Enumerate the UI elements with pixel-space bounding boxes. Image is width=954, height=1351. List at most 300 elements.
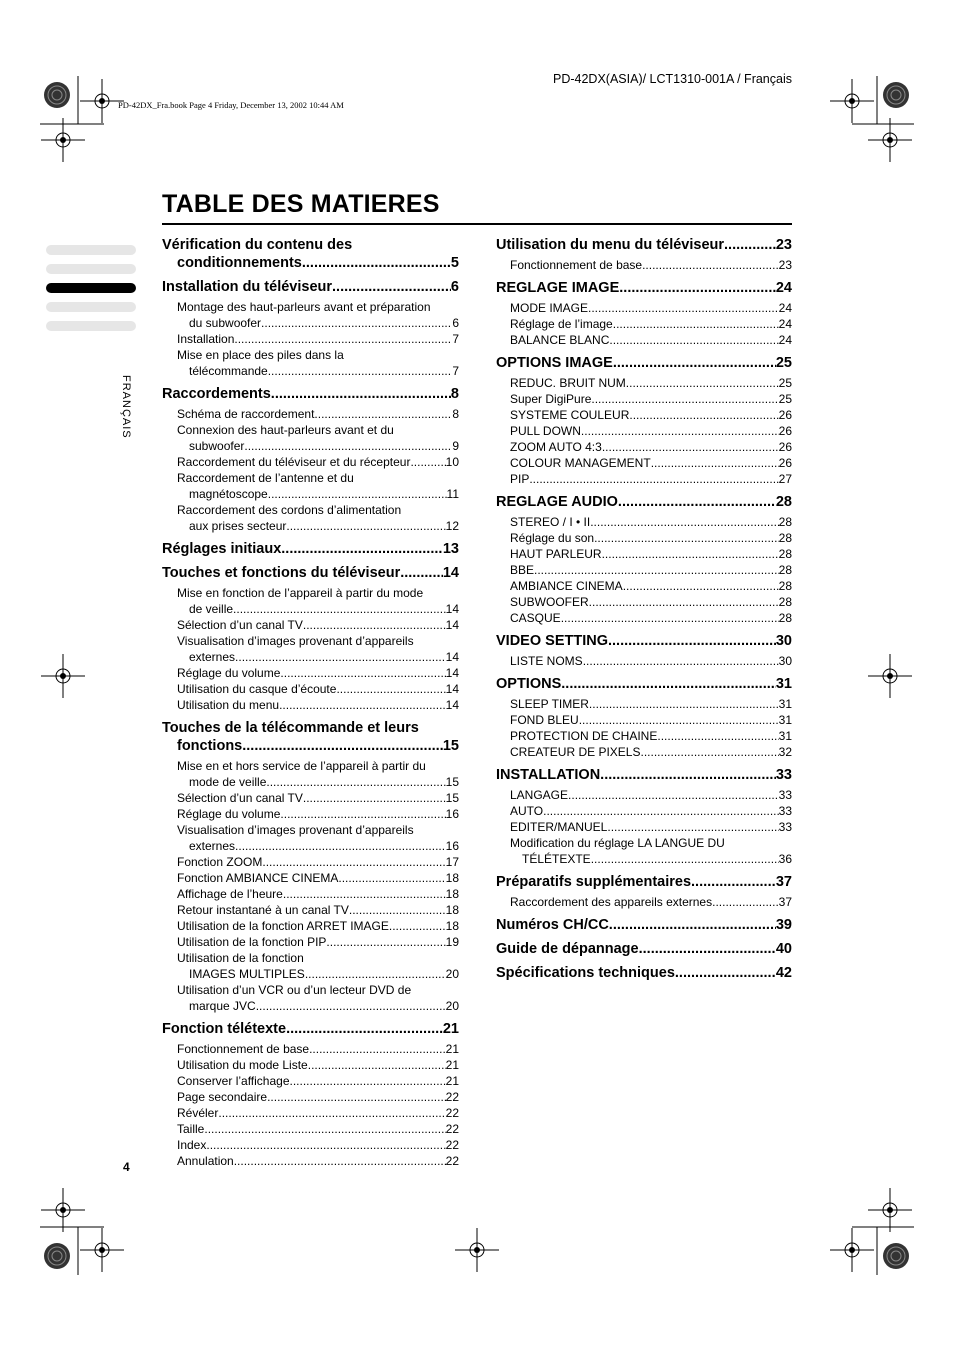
leader-dots — [244, 438, 452, 454]
toc-line — [510, 423, 792, 439]
toc-page-number: 5 — [450, 255, 459, 271]
toc-page-number: 18 — [445, 903, 459, 917]
toc-subsection — [496, 546, 792, 562]
toc-line — [510, 546, 792, 562]
toc-entry-title: Montage des haut-parleurs avant et préparation — [177, 300, 431, 314]
toc-entry-title: télécommande — [189, 364, 268, 378]
leader-dots — [583, 653, 779, 669]
leader-dots — [233, 601, 446, 617]
toc-entry-title: Visualisation d’images provenant d’appareils — [177, 634, 414, 648]
toc-line — [177, 299, 459, 315]
toc-entry-title: Numéros CH/CC — [496, 917, 609, 933]
leader-dots — [303, 617, 446, 633]
toc-line — [177, 486, 459, 502]
toc-line — [177, 470, 459, 486]
leader-dots — [336, 681, 445, 697]
toc-section — [162, 564, 459, 582]
leader-dots — [629, 375, 779, 391]
toc-page-number: 22 — [445, 1090, 459, 1104]
toc-entry-title: Conserver l’affichage — [177, 1074, 290, 1088]
toc-page-number: 16 — [445, 807, 459, 821]
leader-dots — [389, 918, 446, 934]
toc-page-number: 31 — [775, 676, 792, 692]
toc-page-number: 22 — [445, 1154, 459, 1168]
toc-entry-title: BBE — [510, 563, 535, 577]
toc-line — [177, 1041, 459, 1057]
toc-subsection — [496, 835, 792, 867]
toc-line — [510, 803, 792, 819]
leader-dots — [543, 803, 779, 819]
toc-subsection — [162, 331, 459, 347]
toc-page-number: 10 — [445, 455, 459, 469]
side-tab-1 — [46, 245, 136, 255]
leader-dots — [218, 1105, 445, 1121]
toc-page-number: 25 — [775, 355, 792, 371]
toc-page-number: 33 — [778, 820, 792, 834]
toc-subsection — [162, 697, 459, 713]
toc-page-number: 24 — [778, 333, 792, 347]
toc-page-number: 13 — [442, 541, 459, 557]
leader-dots — [271, 385, 451, 403]
toc-page-number: 22 — [445, 1122, 459, 1136]
toc-entry-title: INSTALLATION — [496, 767, 601, 783]
toc-page-number: 24 — [778, 317, 792, 331]
toc-line — [496, 279, 792, 297]
toc-line — [510, 407, 792, 423]
toc-entry-title: LANGAGE — [510, 788, 569, 802]
toc-page-number: 26 — [778, 456, 792, 470]
toc-page-number: 6 — [450, 279, 459, 295]
toc-entry-title: Raccordements — [162, 386, 271, 402]
toc-line — [177, 998, 459, 1014]
toc-entry-title: Connexion des haut-parleurs avant et du — [177, 423, 394, 437]
leader-dots — [590, 514, 778, 530]
toc-line — [177, 502, 459, 518]
leader-dots — [581, 423, 779, 439]
toc-entry-title: Utilisation du menu — [177, 698, 280, 712]
toc-page-number: 19 — [445, 935, 459, 949]
toc-line — [162, 278, 459, 296]
toc-subsection — [496, 696, 792, 712]
toc-subsection — [496, 562, 792, 578]
toc-line — [177, 1105, 459, 1121]
toc-line — [162, 1020, 459, 1038]
toc-line — [177, 315, 459, 331]
toc-subsection — [496, 471, 792, 487]
leader-dots — [280, 806, 445, 822]
toc-line — [177, 665, 459, 681]
toc-entry-title: Fonction télétexte — [162, 1021, 287, 1037]
toc-line — [177, 982, 459, 998]
leader-dots — [256, 998, 446, 1014]
toc-entry-title: AMBIANCE CINEMA — [510, 579, 623, 593]
toc-section — [496, 493, 792, 511]
language-label: FRANÇAIS — [120, 375, 132, 439]
toc-page-number: 21 — [442, 1021, 459, 1037]
toc-entry-title: Utilisation de la fonction PIP — [177, 935, 327, 949]
leader-dots — [400, 564, 443, 582]
leader-dots — [280, 665, 445, 681]
toc-line — [177, 758, 459, 774]
toc-line — [177, 438, 459, 454]
toc-page-number: 31 — [778, 729, 792, 743]
toc-subsection — [496, 787, 792, 803]
toc-page-number: 22 — [445, 1138, 459, 1152]
toc-line — [177, 870, 459, 886]
toc-entry-title: Schéma de raccordement — [177, 407, 315, 421]
toc-subsection — [496, 514, 792, 530]
toc-section — [496, 964, 792, 982]
leader-dots — [261, 315, 452, 331]
toc-line — [510, 375, 792, 391]
leader-dots — [691, 873, 776, 891]
toc-entry-title: OPTIONS — [496, 676, 562, 692]
leader-dots — [332, 278, 451, 296]
side-tab-2 — [46, 264, 136, 274]
toc-entry-title: FOND BLEU — [510, 713, 579, 727]
toc-page-number: 14 — [442, 565, 459, 581]
toc-line — [496, 940, 792, 958]
toc-subsection — [162, 454, 459, 470]
toc-page-number: 12 — [445, 519, 459, 533]
toc-page-number: 14 — [445, 698, 459, 712]
leader-dots — [657, 728, 778, 744]
toc-page-number: 18 — [445, 887, 459, 901]
toc-entry-title: Réglage du son — [510, 531, 595, 545]
book-file-line: PD-42DX_Fra.book Page 4 Friday, December 13, 2002 10:44 AM — [118, 100, 344, 110]
toc-line — [510, 530, 792, 546]
toc-entry-title: REGLAGE IMAGE — [496, 280, 620, 296]
toc-entry-title: Réglage du volume — [177, 666, 281, 680]
toc-subsection — [496, 578, 792, 594]
leader-dots — [588, 300, 779, 316]
toc-entry-title: Retour instantané à un canal TV — [177, 903, 349, 917]
toc-section — [162, 719, 459, 755]
toc-entry-title: magnétoscope — [189, 487, 268, 501]
toc-subsection — [162, 681, 459, 697]
leader-dots — [651, 455, 779, 471]
toc-subsection — [162, 1121, 459, 1137]
toc-line — [510, 653, 792, 669]
toc-line — [177, 918, 459, 934]
leader-dots — [279, 697, 446, 713]
toc-subsection — [496, 653, 792, 669]
toc-line — [162, 540, 459, 558]
leader-dots — [607, 819, 778, 835]
toc-page-number: 37 — [775, 874, 792, 890]
leader-dots — [529, 471, 778, 487]
toc-subsection — [496, 439, 792, 455]
toc-section — [496, 632, 792, 650]
toc-entry-title: Super DigiPure — [510, 392, 592, 406]
toc-line — [177, 518, 459, 534]
toc-line — [177, 950, 459, 966]
toc-entry-title: Taille — [177, 1122, 205, 1136]
toc-page-number: 30 — [778, 654, 792, 668]
leader-dots — [613, 354, 776, 372]
toc-section — [162, 278, 459, 296]
toc-page-number: 8 — [452, 407, 459, 421]
toc-page-number: 20 — [445, 999, 459, 1013]
toc-subsection — [162, 470, 459, 502]
toc-page-number: 27 — [778, 472, 792, 486]
leader-dots — [594, 530, 779, 546]
leader-dots — [290, 1073, 446, 1089]
toc-page-number: 28 — [778, 595, 792, 609]
leader-dots — [303, 790, 446, 806]
leader-dots — [308, 1057, 446, 1073]
toc-line — [177, 1153, 459, 1169]
toc-line — [177, 886, 459, 902]
toc-line — [510, 471, 792, 487]
toc-subsection — [162, 1105, 459, 1121]
toc-subsection — [162, 299, 459, 331]
toc-line — [510, 257, 792, 273]
toc-subsection — [162, 665, 459, 681]
toc-subsection — [496, 594, 792, 610]
toc-entry-title: Fonction ZOOM — [177, 855, 263, 869]
toc-page-number: 28 — [778, 531, 792, 545]
toc-subsection — [496, 894, 792, 910]
toc-section — [162, 385, 459, 403]
toc-entry-title: Index — [177, 1138, 207, 1152]
leader-dots — [266, 774, 445, 790]
toc-line — [162, 236, 459, 254]
toc-line — [177, 934, 459, 950]
toc-subsection — [162, 950, 459, 982]
toc-page-number: 14 — [445, 618, 459, 632]
toc-entry-title: CASQUE — [510, 611, 561, 625]
toc-section — [496, 766, 792, 784]
toc-page-number: 18 — [445, 871, 459, 885]
toc-entry-title: VIDEO SETTING — [496, 633, 608, 649]
leader-dots — [608, 632, 776, 650]
toc-page-number: 23 — [778, 258, 792, 272]
leader-dots — [338, 870, 445, 886]
toc-page-number: 18 — [445, 919, 459, 933]
toc-subsection — [162, 406, 459, 422]
toc-subsection — [162, 822, 459, 854]
leader-dots — [235, 838, 446, 854]
toc-page-number: 28 — [778, 515, 792, 529]
toc-line — [496, 493, 792, 511]
toc-line — [177, 966, 459, 982]
toc-subsection — [162, 617, 459, 633]
toc-line — [177, 838, 459, 854]
toc-subsection — [496, 391, 792, 407]
toc-entry-title: conditionnements — [177, 255, 302, 271]
leader-dots — [591, 851, 779, 867]
leader-dots — [724, 236, 776, 254]
leader-dots — [602, 439, 779, 455]
toc-page-number: 25 — [778, 392, 792, 406]
toc-entry-title: Touches et fonctions du téléviseur — [162, 565, 401, 581]
toc-page-number: 42 — [775, 965, 792, 981]
toc-subsection — [496, 455, 792, 471]
toc-entry-title: externes — [189, 650, 236, 664]
toc-line — [177, 649, 459, 665]
leader-dots — [640, 744, 778, 760]
toc-subsection — [162, 806, 459, 822]
toc-page-number: 28 — [778, 611, 792, 625]
toc-line — [510, 391, 792, 407]
toc-entry-title: Utilisation de la fonction — [177, 951, 304, 965]
toc-column-left — [162, 236, 459, 1169]
toc-entry-title: Réglage de l’image — [510, 317, 613, 331]
toc-line — [177, 454, 459, 470]
toc-line — [510, 332, 792, 348]
toc-line — [177, 774, 459, 790]
toc-line — [496, 675, 792, 693]
toc-line — [496, 632, 792, 650]
toc-line — [510, 610, 792, 626]
leader-dots — [283, 886, 446, 902]
leader-dots — [534, 562, 779, 578]
toc-entry-title: subwoofer — [189, 439, 245, 453]
toc-entry-title: Préparatifs supplémentaires — [496, 874, 692, 890]
toc-page-number: 21 — [445, 1074, 459, 1088]
toc-entry-title: Sélection d’un canal TV — [177, 791, 303, 805]
toc-page-number: 9 — [452, 439, 459, 453]
toc-line — [496, 236, 792, 254]
toc-entry-title: Annulation — [177, 1154, 234, 1168]
toc-line — [162, 719, 459, 737]
toc-page-number: 7 — [452, 332, 459, 346]
toc-line — [177, 585, 459, 601]
toc-entry-title: Installation du téléviseur — [162, 279, 333, 295]
toc-entry-title: IMAGES MULTIPLES — [189, 967, 305, 981]
toc-entry-title: Réglages initiaux — [162, 541, 282, 557]
toc-line — [510, 744, 792, 760]
toc-line — [510, 300, 792, 316]
toc-page-number: 36 — [778, 852, 792, 866]
toc-page-number: 21 — [445, 1042, 459, 1056]
toc-line — [496, 766, 792, 784]
toc-entry-title: PULL DOWN — [510, 424, 581, 438]
toc-page-number: 28 — [775, 494, 792, 510]
toc-page-number: 39 — [775, 917, 792, 933]
toc-subsection — [162, 982, 459, 1014]
leader-dots — [267, 1089, 446, 1105]
toc-subsection — [162, 1137, 459, 1153]
toc-page-number: 15 — [442, 738, 459, 754]
toc-line — [177, 1057, 459, 1073]
toc-line — [177, 1073, 459, 1089]
toc-page-number: 11 — [446, 487, 459, 501]
toc-entry-title: Touches de la télécommande et leurs — [162, 720, 419, 736]
toc-page-number: 33 — [778, 804, 792, 818]
toc-entry-title: Page secondaire — [177, 1090, 268, 1104]
toc-page-number: 17 — [445, 855, 459, 869]
leader-dots — [642, 257, 779, 273]
leader-dots — [268, 486, 447, 502]
toc-line — [177, 1137, 459, 1153]
toc-section — [162, 540, 459, 558]
toc-line — [177, 406, 459, 422]
toc-entry-title: Spécifications techniques — [496, 965, 675, 981]
leader-dots — [561, 610, 779, 626]
leader-dots — [623, 578, 779, 594]
toc-entry-title: Mise en place des piles dans la — [177, 348, 344, 362]
toc-page-number: 16 — [445, 839, 459, 853]
toc-page-number: 26 — [778, 440, 792, 454]
toc-section — [496, 236, 792, 254]
toc-subsection — [496, 728, 792, 744]
toc-subsection — [162, 854, 459, 870]
toc-section — [162, 236, 459, 272]
leader-dots — [600, 766, 776, 784]
leader-dots — [609, 332, 778, 348]
toc-subsection — [162, 1057, 459, 1073]
side-tab-4 — [46, 302, 136, 312]
toc-entry-title: Affichage de l’heure — [177, 887, 283, 901]
leader-dots — [589, 696, 779, 712]
toc-page-number: 33 — [778, 788, 792, 802]
page-title: TABLE DES MATIERES — [162, 190, 440, 218]
leader-dots — [639, 940, 776, 958]
leader-dots — [234, 331, 452, 347]
toc-section — [496, 940, 792, 958]
toc-page-number: 40 — [775, 941, 792, 957]
leader-dots — [281, 540, 443, 558]
leader-dots — [591, 391, 778, 407]
toc-line — [510, 439, 792, 455]
toc-line — [510, 578, 792, 594]
leader-dots — [410, 454, 445, 470]
toc-line — [510, 728, 792, 744]
toc-subsection — [162, 585, 459, 617]
toc-entry-title: HAUT PARLEUR — [510, 547, 602, 561]
toc-page-number: 28 — [778, 547, 792, 561]
toc-page-number: 22 — [445, 1106, 459, 1120]
toc-subsection — [496, 803, 792, 819]
leader-dots — [204, 1121, 445, 1137]
toc-subsection — [162, 1089, 459, 1105]
toc-page-number: 14 — [445, 650, 459, 664]
leader-dots — [302, 254, 451, 272]
leader-dots — [234, 1153, 446, 1169]
toc-entry-title: REGLAGE AUDIO — [496, 494, 618, 510]
toc-entry-title: TÉLÉTEXTE — [522, 852, 591, 866]
toc-line — [177, 854, 459, 870]
toc-line — [162, 385, 459, 403]
toc-page-number: 14 — [445, 682, 459, 696]
toc-entry-title: de veille — [189, 602, 234, 616]
toc-subsection — [162, 1153, 459, 1169]
toc-entry-title: Sélection d’un canal TV — [177, 618, 303, 632]
toc-entry-title: ZOOM AUTO 4:3 — [510, 440, 602, 454]
leader-dots — [712, 894, 779, 910]
leader-dots — [675, 964, 776, 982]
toc-line — [510, 819, 792, 835]
leader-dots — [286, 518, 445, 534]
toc-subsection — [162, 1041, 459, 1057]
toc-entry-title: Raccordement des cordons d’alimentation — [177, 503, 402, 517]
toc-subsection — [162, 870, 459, 886]
toc-subsection — [496, 610, 792, 626]
title-rule — [162, 223, 792, 225]
toc-section — [162, 1020, 459, 1038]
side-tab-5 — [46, 321, 136, 331]
toc-section — [496, 873, 792, 891]
toc-subsection — [496, 332, 792, 348]
toc-line — [177, 806, 459, 822]
toc-page-number: 28 — [778, 563, 792, 577]
toc-subsection — [162, 633, 459, 665]
toc-line — [177, 633, 459, 649]
toc-line — [496, 873, 792, 891]
toc-subsection — [162, 502, 459, 534]
